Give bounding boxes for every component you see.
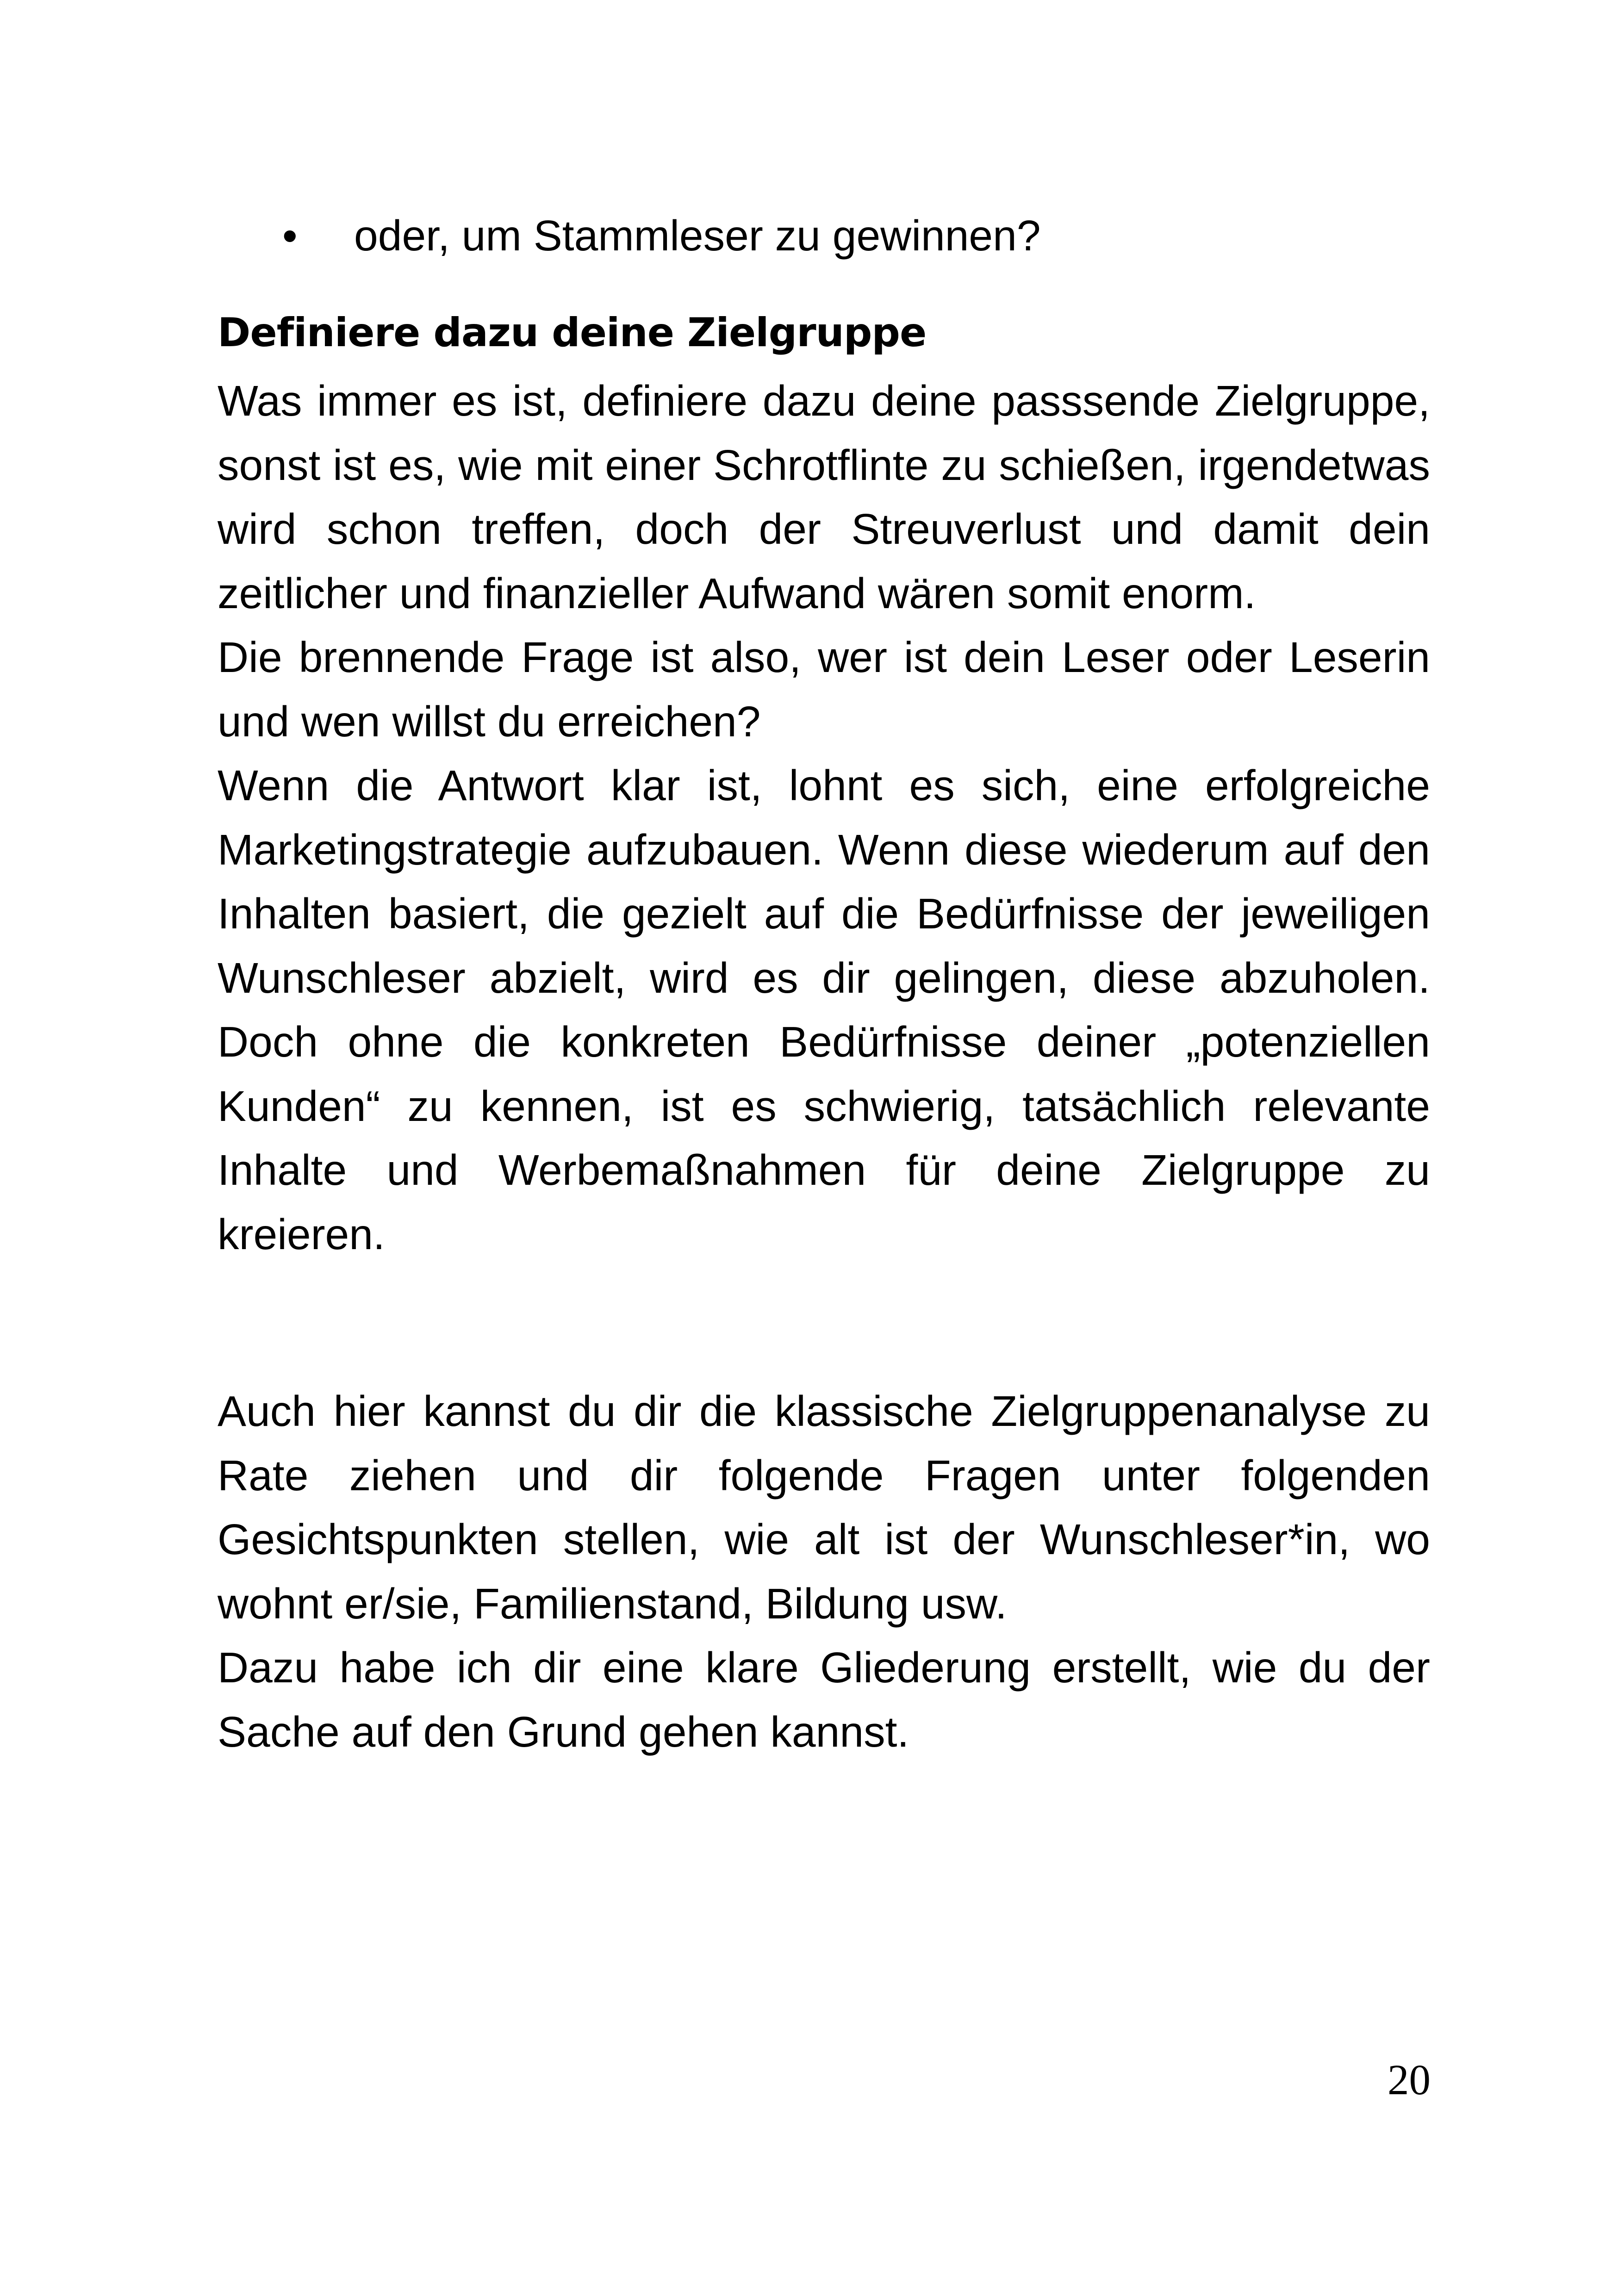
paragraph: Was immer es ist, definiere dazu deine passsende Zielgruppe, sonst ist es, wie mit einer Schrotflinte zu schießen, irgendetwas wird schon treffen, doch der Streuverlust und damit dein zeitlicher und finanzieller Aufwand wären somit enorm.	[218, 377, 1430, 617]
bullet-list-item	[282, 204, 1486, 268]
bullet-text: oder, um Stammleser zu gewinnen?	[354, 212, 1041, 260]
section-heading: Definiere dazu deine Zielgruppe	[218, 310, 927, 356]
page-number: 20	[1388, 2056, 1431, 2104]
bullet-marker: •	[282, 212, 298, 260]
paragraph: Auch hier kannst du dir die klassische Zielgruppenanalyse zu Rate ziehen und dir folgende Fragen unter folgenden Gesichtspunkten stellen, wie alt ist der Wunschleser*in, wo wohnt er/sie, Familienstand, Bildung usw.	[218, 1387, 1430, 1628]
paragraph: Dazu habe ich dir eine klare Gliederung erstellt, wie du der Sache auf den Grund gehen kannst.	[218, 1643, 1430, 1756]
paragraph: Die brennende Frage ist also, wer ist dein Leser oder Leserin und wen willst du erreichen?	[218, 633, 1430, 746]
body-block-1	[218, 369, 1430, 1266]
body-block-2	[218, 1379, 1430, 1764]
paragraph: Wenn die Antwort klar ist, lohnt es sich, eine erfolgreiche Marketingstrategie aufzubauen. Wenn diese wiederum auf den Inhalten basiert, die gezielt auf die Bedürfnisse der jeweiligen Wunschleser abzielt, wird es dir gelingen, diese abzuholen. Doch ohne die konkreten Bedürfnisse deiner „potenziellen Kunden“ zu kennen, ist es schwierig, tatsächlich relevante Inhalte und Werbemaßnahmen für deine Zielgruppe zu kreieren.	[218, 761, 1430, 1258]
